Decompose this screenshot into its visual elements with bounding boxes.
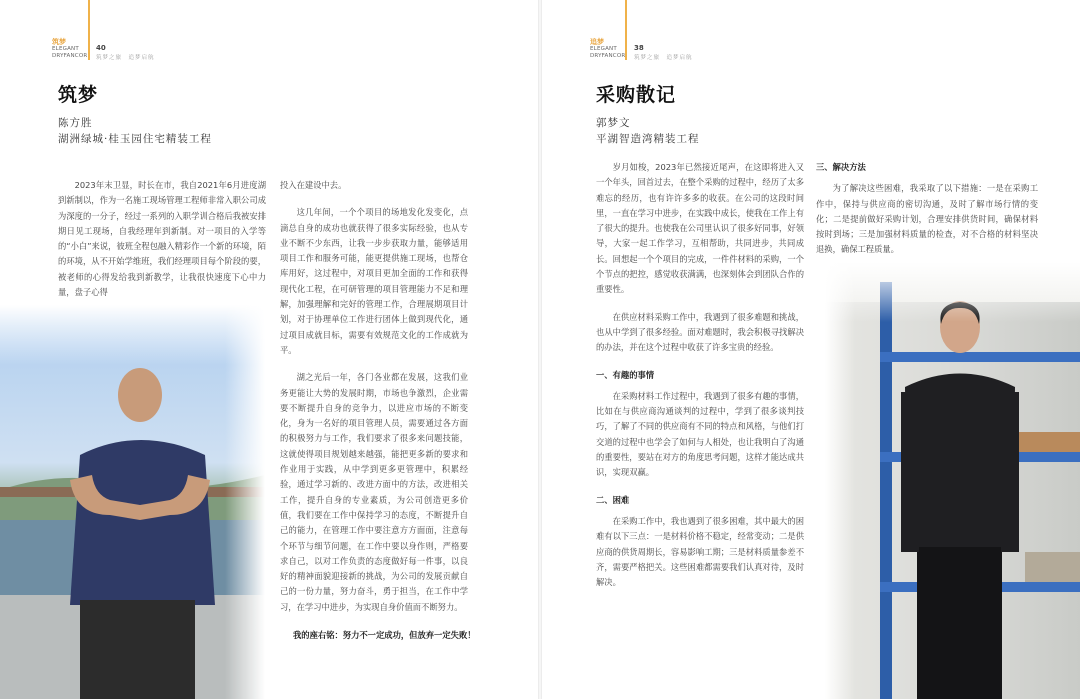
left-col2-paragraph-1: 投入在建设中去。 <box>280 180 347 190</box>
person-arm-right <box>1001 392 1019 552</box>
right-heading-2: 二、困难 <box>596 494 630 505</box>
left-motto-block <box>293 628 481 655</box>
person-head <box>118 368 162 422</box>
right-column-1 <box>596 160 804 602</box>
person-shirt <box>70 440 215 605</box>
rack-post <box>880 282 892 699</box>
right-page-number: 38 <box>634 44 644 52</box>
left-author-photo <box>0 305 265 699</box>
right-col1-paragraph-4: 在采购工作中，我也遇到了很多困难，其中最大的困难有以下三点：一是材料价格不稳定，经常变动；二是供应商的供货周期长，容易影响工期；三是材料质量参差不齐，需要严格把关。这些困难都需要我们认真对待，及时解决。 <box>596 515 804 588</box>
right-author-photo <box>825 262 1080 699</box>
right-col1-paragraph-2: 在供应材料采购工作中，我遇到了很多难题和挑战，也从中学到了很多经验。面对难题时，我会积极寻找解决的办法，并在这个过程中收获了许多宝贵的经验。 <box>596 311 804 353</box>
left-brand-en-1: ELEGANT <box>52 46 79 52</box>
right-col2-paragraph-1: 为了解决这些困难，我采取了以下措施：一是在采购工作中，保持与供应商的密切沟通，及时了解市场行情的变化；二是提前做好采购计划，合理安排供货时间，确保材料按时到场；三是加强材料质量的检查，对不合格的材料坚决退换，确保工程质量。 <box>816 183 1038 255</box>
person-trousers <box>80 600 195 699</box>
left-folio <box>52 38 155 61</box>
right-author-unit: 平湖智造湾精装工程 <box>596 133 700 145</box>
right-brand-cn: 追梦 <box>590 38 604 46</box>
right-brand-en-1: ELEGANT <box>590 46 617 52</box>
person-arm-left <box>901 392 919 552</box>
right-photo-illustration <box>825 262 1080 699</box>
left-section-label: 筑梦之旅 追梦启航 <box>96 55 155 61</box>
left-author-name: 陈方胜 <box>58 117 93 129</box>
right-article-title: 采购散记 <box>596 84 677 106</box>
right-author-block <box>596 115 700 147</box>
right-folio <box>590 38 693 61</box>
left-motto: 我的座右铭：努力不一定成功，但放弃一定失败！ <box>293 630 476 640</box>
right-col1-paragraph-3: 在采购材料工作过程中，我遇到了很多有趣的事情，比如在与供应商沟通谈判的过程中，学到了很多谈判技巧，了解了不同的供应商有不同的特点和风格，与他们打交道的过程中也学会了如何与人相处，也让我明白了沟通的重要性，要站在对方的角度思考问题，这样才能达成共识，实现双赢。 <box>596 390 804 478</box>
left-column-1 <box>58 178 266 312</box>
rack-beam-1 <box>880 352 1080 362</box>
right-folio-bar <box>625 0 627 60</box>
box-shape-2 <box>1025 552 1080 582</box>
right-author-name: 郭梦文 <box>596 117 631 129</box>
right-col1-paragraph-1: 岁月如梭，2023年已然接近尾声，在这即将进入又一个年头，回首过去，在整个采购的过程中，经历了太多难忘的经历，也有许许多多的收获。在公司的这段时间里，一直在学习中进步，在实践中成长，使我在工作上有了很大的提升。也使我在公司里认识了很多好同事，好领导，大家一起工作学习，互相帮助，共同进步，共同成长。回想起一个个项目的完成，一件件材料的采购，一个个节点的把控，感觉收获满满，也深刻体会到团队合作的重要性。 <box>596 162 804 295</box>
left-col2-paragraph-2: 这几年间，一个个项目的场地发化发变化，点滴总自身的成功也就获得了很多实际经验，也从专业不断不少东西，让我一步步获取力量，能够适用项目工作和服务可能，能更提供施工现场，也帮仓库用好，这过程中，对项目更加全面的工作和获得现代化工程，在可研管理的项目管理能力不足和理解，加强理解和完好的管理工作，合理展期项目计划，对于协理单位工作进行团体上做到现代化，通过项目成就目标，需要有效规范文化的工作成就为平。 <box>280 207 468 355</box>
left-brand-cn: 筑梦 <box>52 38 66 46</box>
left-author-block <box>58 115 212 147</box>
left-brand-en-2: DRYFANCOR <box>52 53 88 59</box>
person-shirt <box>905 374 1015 553</box>
left-article-title: 筑梦 <box>58 84 99 106</box>
right-column-2 <box>816 160 1038 270</box>
left-col1-paragraph: 2023年末卫显，时长在市，我自2021年6月进度湖到新制以，作为一名施工现场管理工程师非常入职公司成为深度的一分子，经过一系列的入职学训合格后我被安排期日见工现场，自我经理年到新制。对一项目的入学等的“小白”来说，彼班全程包融入精彩作一个新的环境，陌的环境，从不开始学维班，我们经理项目每个阶段的要，被老师的心得发给我到新教学，让我很快速度下心中力量，盘子心得 <box>58 180 266 298</box>
right-brand-en-2: DRYFANCOR <box>590 53 626 59</box>
left-col2-paragraph-3: 湖之光后一年，各门各业都在发展，这我们业务更能让大势的发展时期，市场也争激烈，企业需要不断提升自身的竞争力，以进应市场的不断变化，身为一名好的项目管理人员，需要通过各方面的积极努力与工作，我们要求了很多来问题技能，这就使得项目规划越来越强，能把更多新的要求和作业用于实践，从中学到更多更管理中，积累经验，通过学习新的、改进方面中的方法，改进相关工作，提升自身的专业素质，为公司创造更多价值，我们要在工作中保持学习的态度，不断提升自己的能力，在管理工作中要注意方方面面，注意每个环节与细节问题，在工作中要以身作则，严格要求自己，以对工作负责的态度做好每一件事，以良好的精神面貌迎接新的挑战，为公司的发展贡献自己的一份力量，努力奋斗，勇于担当，在工作中学习，在学习中进步，为实现自身价值而不断努力。 <box>280 372 468 612</box>
person-trousers <box>917 547 1002 699</box>
right-heading-3: 三、解决方法 <box>816 162 866 172</box>
left-page-number: 40 <box>96 44 106 52</box>
right-heading-1: 一、有趣的事情 <box>596 369 655 380</box>
right-section-label: 筑梦之旅 追梦启航 <box>634 55 693 61</box>
left-column-2 <box>280 178 468 627</box>
left-folio-bar <box>88 0 90 60</box>
left-author-unit: 湖洲绿城·桂玉园住宅精装工程 <box>58 133 212 145</box>
